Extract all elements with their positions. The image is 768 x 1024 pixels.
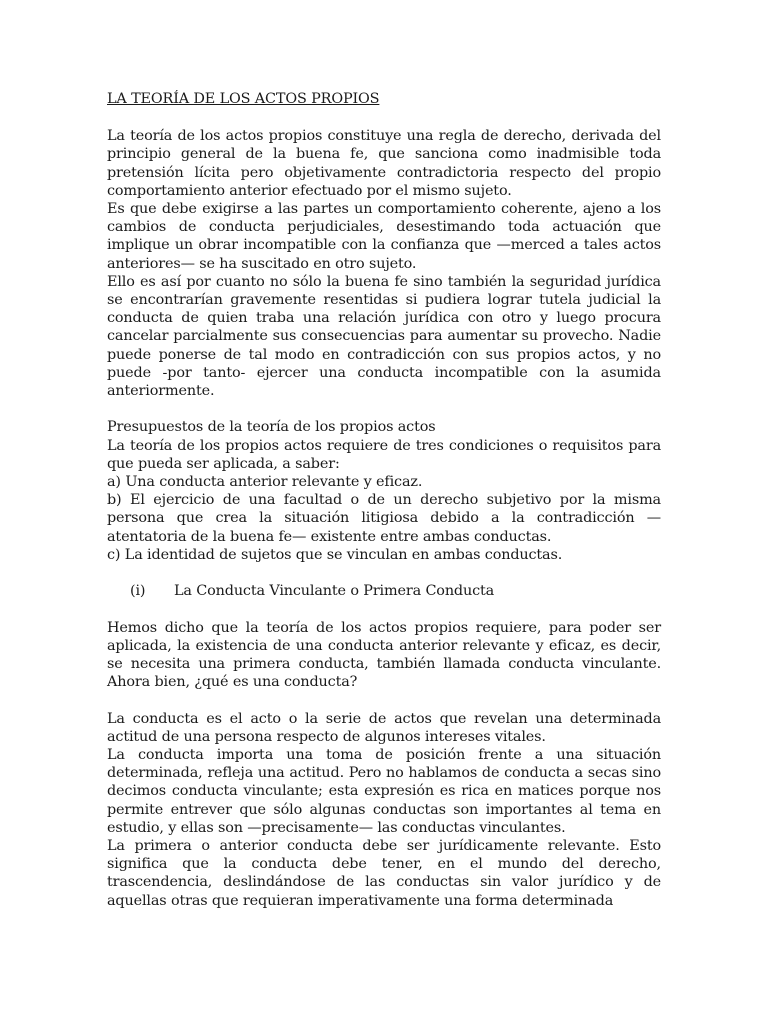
body-paragraph-1: Hemos dicho que la teoría de los actos propios requiere, para poder ser aplicada, la existencia de una conducta anterior relevante y eficaz, es decir, se necesita una primera conducta, también llamada conducta vinculante. Ahora bien, ¿qué es una conducta? <box>107 619 661 691</box>
requirements-lead: La teoría de los propios actos requiere de tres condiciones o requisitos para que pueda ser aplicada, a saber: <box>107 437 661 472</box>
body-paragraph-4: La primera o anterior conducta debe ser jurídicamente relevante. Esto significa que la conducta debe tener, en el mundo del derecho, trascendencia, deslindándose de las conductas sin valor jurídico y de aquellas otras que requieran imperativamente una forma determinada <box>107 838 661 909</box>
intro-paragraph-2: Es que debe exigirse a las partes un comportamiento coherente, ajeno a los cambios de conducta perjudiciales, desestimando toda actuación que implique un obrar incompatible con la confianza que —merced a tales actos anteriores— se ha suscitado en otro sujeto. <box>107 201 661 272</box>
requirement-item-b: b) El ejercicio de una facultad o de un derecho subjetivo por la misma persona que crea la situación litigiosa debido a la contradicción —atentatoria de la buena fe— existente entre ambas conductas. <box>107 492 661 545</box>
section-title: La Conducta Vinculante o Primera Conducta <box>174 583 495 600</box>
requirement-item-c: c) La identidad de sujetos que se vinculan en ambas conductas. <box>107 546 563 563</box>
requirement-item-a: a) Una conducta anterior relevante y eficaz. <box>107 474 423 491</box>
spacer <box>107 691 661 709</box>
document-title: LA TEORÍA DE LOS ACTOS PROPIOS <box>107 91 380 107</box>
requirements-heading: Presupuestos de la teoría de los propios actos <box>107 419 436 436</box>
intro-paragraph-3: Ello es así por cuanto no sólo la buena fe sino también la seguridad jurídica se encontrarían gravemente resentidas si pudiera lograr tutela judicial la conducta de quien traba una relación jurídica con otro y luego procura cancelar parcialmente sus consecuencias para aumentar su provecho. Nadie puede ponerse de tal modo en contradicción con sus propios actos, y no puede -por tanto- ejercer una conducta incompatible con la asumida anteriormente. <box>107 273 661 400</box>
body-paragraph-3: La conducta importa una toma de posición frente a una situación determinada, refleja una actitud. Pero no hablamos de conducta a secas sino decimos conducta vinculante; esta expresión es rica en matices porque nos permite entrever que sólo algunas conductas son importantes al tema en estudio, y ellas son —precisamente— las conductas vinculantes. <box>107 747 661 836</box>
intro-paragraph-1: La teoría de los actos propios constituye una regla de derecho, derivada del principio general de la buena fe, que sanciona como inadmisible toda pretensión lícita pero objetivamente contradictoria respecto del propio comportamiento anterior efectuado por el mismo sujeto. <box>107 128 661 199</box>
section-heading <box>107 582 661 600</box>
spacer <box>107 400 661 418</box>
body-paragraph-2: La conducta es el acto o la serie de actos que revelan una determinada actitud de una persona respecto de algunos intereses vitales. <box>107 710 661 745</box>
document-page <box>107 90 661 910</box>
spacer <box>107 600 661 618</box>
section-number: (i) <box>130 583 146 600</box>
spacer <box>107 564 661 582</box>
